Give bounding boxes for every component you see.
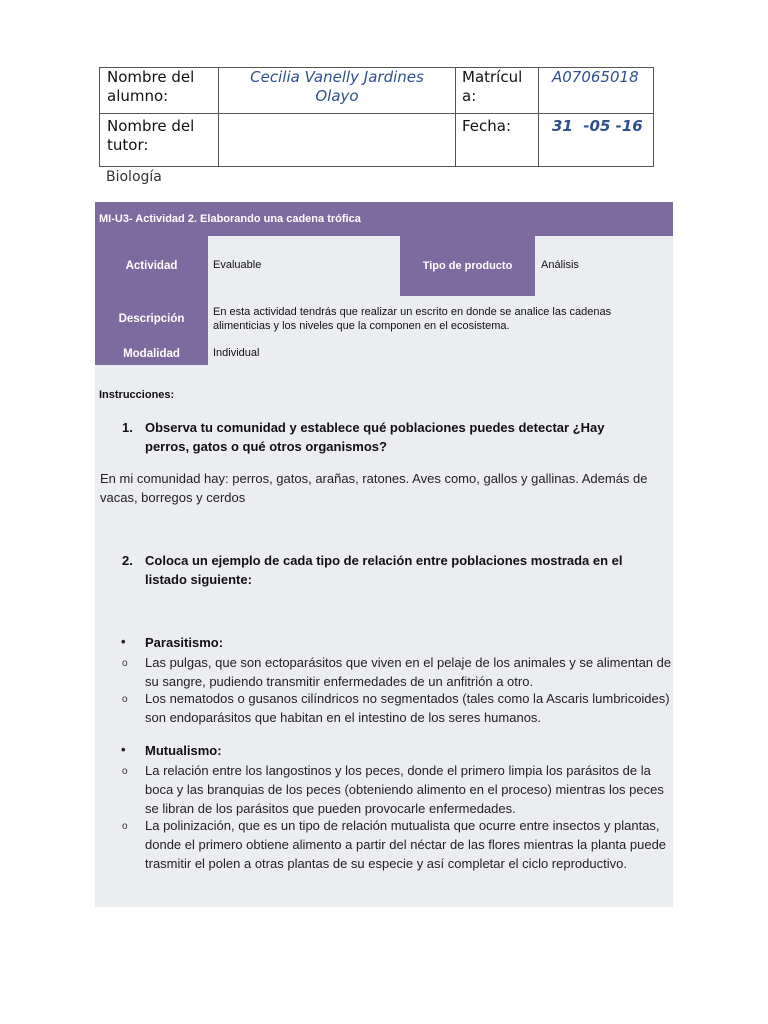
subject-label: Biología bbox=[106, 169, 162, 185]
descripcion-label: Descripción bbox=[95, 296, 208, 342]
question-1 bbox=[122, 418, 645, 456]
parasitismo-heading: Parasitismo: bbox=[145, 635, 224, 650]
id-label-line: Matrícul bbox=[462, 68, 523, 86]
list-item: Las pulgas, que son ectoparásitos que viven en el pelaje de los animales y se alimentan de su sangre, pudiendo transmitir enfermedades de un anfitrión a otro. bbox=[145, 655, 672, 689]
date-label: Fecha: bbox=[462, 117, 512, 135]
tipo-producto-label: Tipo de producto bbox=[400, 236, 535, 296]
mutualismo-heading: Mutualismo: bbox=[145, 743, 222, 758]
list-item: La relación entre los langostinos y los peces, donde el primero limpia los parásitos de la boca y las branquias de los peces (obteniendo alimento en el proceso) mientras los peces se libran de los parásitos que pueden provocarle enfermedades. bbox=[145, 763, 664, 816]
activity-title: MI-U3- Actividad 2. Elaborando una cadena trófica bbox=[99, 213, 361, 225]
instructions-heading: Instrucciones: bbox=[99, 389, 175, 401]
table-divider bbox=[455, 68, 456, 166]
id-value: A07065018 bbox=[552, 68, 639, 86]
tutor-label: Nombre del tutor: bbox=[107, 117, 195, 154]
table-divider bbox=[538, 68, 539, 166]
date-value: 31 -05 -16 bbox=[552, 117, 643, 135]
id-label bbox=[462, 68, 537, 106]
student-name-line: Olayo bbox=[315, 87, 359, 105]
list-item: Los nematodos o gusanos cilíndricos no segmentados (tales como la Ascaris lumbricoides) son endoparásitos que habitan en el intestino de los seres humanos. bbox=[145, 691, 670, 725]
sub-bullet-icon: o bbox=[122, 694, 128, 705]
student-name-value bbox=[219, 68, 455, 106]
bullet-icon: • bbox=[121, 742, 126, 757]
sub-bullet-icon: o bbox=[122, 658, 128, 669]
question-2 bbox=[122, 551, 665, 589]
sub-bullet-icon: o bbox=[122, 821, 128, 832]
list-item: La polinización, que es un tipo de relación mutualista que ocurre entre insectos y plantas, donde el primero obtiene alimento a partir del néctar de las flores mientras la planta puede trasmitir el polen a otras plantas de su especie y así completar el ciclo reproductivo. bbox=[145, 818, 667, 871]
actividad-label: Actividad bbox=[95, 236, 208, 296]
tipo-producto-value: Análisis bbox=[541, 259, 579, 271]
question-text: Observa tu comunidad y establece qué poblaciones puedes detectar ¿Hay perros, gatos o qué otros organismos? bbox=[145, 420, 605, 454]
actividad-value: Evaluable bbox=[213, 259, 262, 271]
student-name-label: Nombre del alumno: bbox=[107, 68, 195, 105]
activity-title-banner bbox=[95, 202, 673, 236]
modalidad-label: Modalidad bbox=[95, 342, 208, 365]
question-number: 1. bbox=[122, 420, 133, 435]
student-name-line: Cecilia Vanelly Jardines bbox=[250, 68, 424, 86]
id-label-line: a: bbox=[462, 87, 477, 105]
student-info-table bbox=[99, 67, 654, 167]
modalidad-value: Individual bbox=[213, 347, 260, 359]
table-divider bbox=[100, 113, 653, 114]
question-number: 2. bbox=[122, 553, 133, 568]
bullet-icon: • bbox=[121, 634, 126, 649]
answer-1: En mi comunidad hay: perros, gatos, arañas, ratones. Aves como, gallos y gallinas. Además de vacas, borregos y cerdos bbox=[100, 471, 648, 505]
descripcion-value: En esta actividad tendrás que realizar un escrito en donde se analice las cadenas alimenticias y los niveles que la componen en el ecosistema. bbox=[213, 306, 612, 332]
question-text: Coloca un ejemplo de cada tipo de relación entre poblaciones mostrada en el listado siguiente: bbox=[145, 553, 623, 587]
sub-bullet-icon: o bbox=[122, 766, 128, 777]
